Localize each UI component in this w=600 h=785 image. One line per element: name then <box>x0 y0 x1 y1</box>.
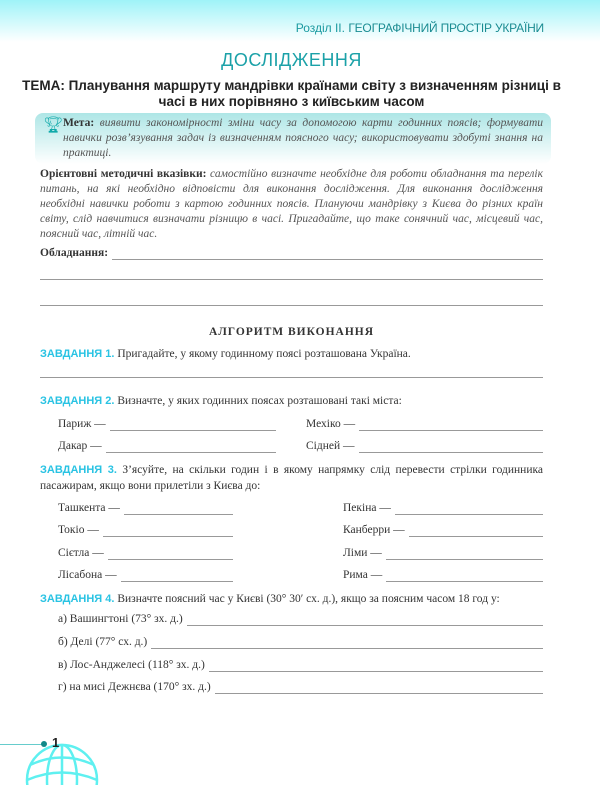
page-dot <box>41 741 47 747</box>
answer-row <box>58 635 543 649</box>
answer-line[interactable] <box>103 527 233 537</box>
answer-line[interactable] <box>124 505 233 515</box>
answer-row <box>343 546 543 560</box>
page-content <box>22 49 561 694</box>
item-label: г) на мисі Дежнєва (170° зх. д.) <box>58 681 211 693</box>
answer-line[interactable] <box>359 443 543 453</box>
answer-row <box>343 501 543 515</box>
answer-pair <box>40 568 543 582</box>
answer-row <box>343 523 543 537</box>
task-label: ЗАВДАННЯ 2. <box>40 395 115 407</box>
goal-label: Мета: <box>63 117 95 129</box>
item-label: б) Делі (77° сх. д.) <box>58 636 148 648</box>
answer-row <box>343 568 543 582</box>
answer-row <box>58 439 276 453</box>
algorithm-title: АЛГОРИТМ ВИКОНАННЯ <box>208 326 375 338</box>
item-label: Токіо — <box>58 524 99 536</box>
answer-row <box>58 680 543 694</box>
answer-pair <box>40 501 543 515</box>
instructions-label: Орієнтовні методичні вказівки: <box>40 168 207 180</box>
item-label: в) Лос-Анджелесі (118° зх. д.) <box>58 659 205 671</box>
answer-line[interactable] <box>209 662 543 672</box>
task-3 <box>40 462 543 494</box>
answer-line[interactable] <box>108 550 233 560</box>
task-text: Пригадайте, у якому годинному поясі розташована Україна. <box>117 348 411 360</box>
answer-row <box>58 501 233 515</box>
goal-text: виявити закономірності зміни часу за допомогою карти годинних поясів; формувати навички розв’язування задач із визначенням поясного часу; використовувати здобуті знання на практиці. <box>63 117 544 159</box>
equipment-label: Обладнання: <box>40 247 109 259</box>
answer-line[interactable] <box>40 362 543 378</box>
task-text: Визначте, у яких годинних поясах розташовані такі міста: <box>117 395 402 407</box>
answer-row <box>58 417 276 431</box>
task-label: ЗАВДАННЯ 3. <box>40 464 117 476</box>
task-label: ЗАВДАННЯ 4. <box>40 593 115 605</box>
trophy-icon: 🏆︎ <box>43 115 64 134</box>
item-label: Пекіна — <box>343 502 391 514</box>
answer-row <box>58 523 233 537</box>
item-label: Ташкента — <box>58 502 120 514</box>
equipment-row <box>40 246 543 260</box>
item-label: Лісабона — <box>58 569 117 581</box>
task-label: ЗАВДАННЯ 1. <box>40 348 115 360</box>
answer-line[interactable] <box>106 443 276 453</box>
item-label: Канберри — <box>343 524 405 536</box>
item-label: а) Вашингтоні (73° зх. д.) <box>58 613 183 625</box>
answer-pair <box>40 658 543 672</box>
item-label: Сієтла — <box>58 547 104 559</box>
answer-line[interactable] <box>40 280 543 306</box>
answer-line[interactable] <box>386 550 543 560</box>
item-label: Рима — <box>343 569 383 581</box>
answer-row <box>58 546 233 560</box>
answer-row <box>58 658 543 672</box>
task-4 <box>40 591 543 607</box>
answer-pair <box>40 546 543 560</box>
item-label: Ліми — <box>343 547 382 559</box>
goal-box <box>35 113 551 164</box>
answer-line[interactable] <box>386 572 543 582</box>
answer-line[interactable] <box>359 421 543 431</box>
answer-row <box>58 612 543 626</box>
answer-line[interactable] <box>121 572 233 582</box>
answer-line[interactable] <box>112 250 543 260</box>
section-title: ГЕОГРАФІЧНИЙ ПРОСТІР УКРАЇНИ <box>348 21 544 35</box>
answer-line[interactable] <box>187 616 543 626</box>
task-1 <box>40 346 543 362</box>
answer-pair <box>40 523 543 537</box>
answer-line[interactable] <box>409 527 543 537</box>
answer-line[interactable] <box>151 639 543 649</box>
instructions <box>40 167 543 242</box>
task-2 <box>40 393 543 409</box>
answer-row <box>306 439 543 453</box>
answer-line[interactable] <box>215 684 543 694</box>
theme-heading: ТЕМА: Планування маршруту мандрівки країнами світу з визначенням різниці в часі в них порівняно з київським часом <box>22 78 561 109</box>
task-text: Визначте поясний час у Києві (30° 30′ сх. д.), якщо за поясним часом 18 год у: <box>117 593 500 605</box>
globe-icon <box>25 740 100 785</box>
answer-pair <box>40 635 543 649</box>
item-label: Париж — <box>58 418 106 430</box>
item-label: Дакар — <box>58 440 102 452</box>
answer-line[interactable] <box>40 260 543 280</box>
answer-pair <box>40 417 543 431</box>
answer-pair <box>40 439 543 453</box>
page-title: ДОСЛІДЖЕННЯ <box>221 50 362 70</box>
answer-pair <box>40 680 543 694</box>
answer-row <box>58 568 233 582</box>
instructions-text: самостійно визначте необхідне для роботи обладнання та перелік питань, на які необхідно відповісти для виконання дослідження. Для виконання дослідження необхідні навички роботи з картою годинних поясів. Плануючи мандрівку з Києва до різних країн світу, слід навчитися визначати різницю в часі. Пригадайте, що таке сонячний час, місцевий час, поясний час, літній час. <box>40 168 543 240</box>
item-label: Мехіко — <box>306 418 356 430</box>
answer-pair <box>40 612 543 626</box>
answer-row <box>306 417 543 431</box>
answer-line[interactable] <box>110 421 276 431</box>
task-text: З’ясуйте, на скільки годин і в якому напрямку слід перевести стрілки годинника пасажирам, якщо вони прилетіли з Києва до: <box>40 464 543 492</box>
page-number: 1 <box>52 735 60 750</box>
answer-line[interactable] <box>395 505 543 515</box>
section-header <box>296 21 544 35</box>
item-label: Сідней — <box>306 440 355 452</box>
section-prefix: Розділ II. <box>295 21 345 35</box>
